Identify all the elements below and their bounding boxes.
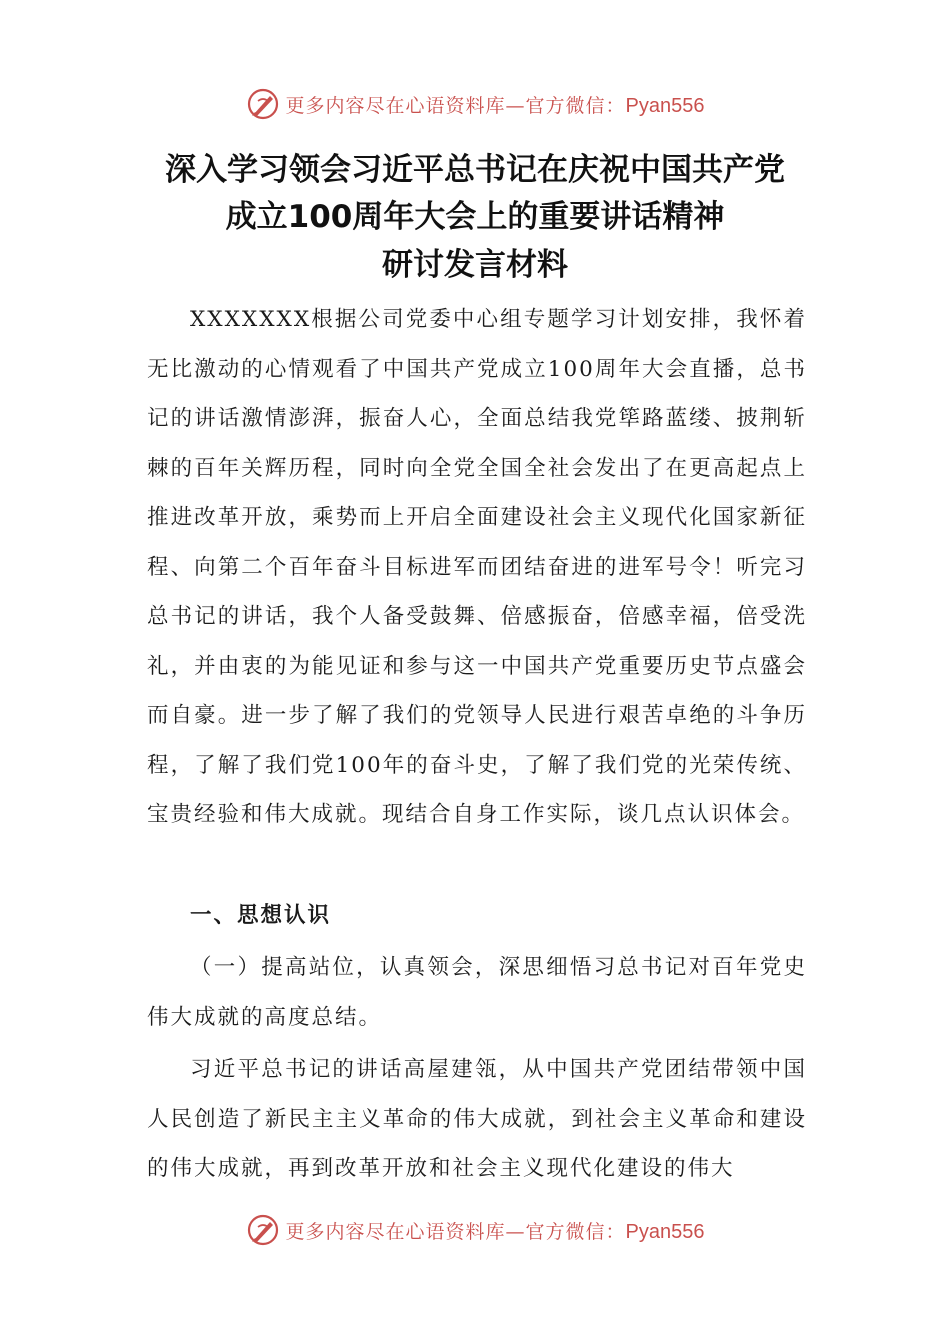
pen-logo-icon: [246, 1213, 280, 1247]
body-paragraph-achievements: 习近平总书记的讲话高屋建瓴，从中国共产党团结带领中国人民创造了新民主主义革命的伟大成就，到社会主义革命和建设的伟大成就，再到改革开放和社会主义现代化建设的伟大: [147, 1057, 807, 1181]
footer-watermark: [0, 1210, 950, 1250]
subsection-heading: （一）提高站位，认真领会，深思细悟习总书记对百年党史伟大成就的高度总结。: [147, 955, 807, 1030]
document-title-line-3: 研讨发言材料: [382, 247, 568, 283]
watermark-text: 更多内容尽在心语资料库—官方微信：Pyan556: [285, 94, 705, 117]
pen-logo-icon: [246, 87, 280, 121]
watermark-text: 更多内容尽在心语资料库—官方微信：Pyan556: [285, 1220, 705, 1243]
document-title-line-1: 深入学习领会习近平总书记在庆祝中国共产党: [165, 152, 785, 188]
header-watermark: [0, 84, 950, 124]
document-title-line-2: 成立100周年大会上的重要讲话精神: [225, 199, 725, 235]
body-paragraph-intro: XXXXXXX根据公司党委中心组专题学习计划安排，我怀着无比激动的心情观看了中国共产党成立100周年大会直播，总书记的讲话激情澎湃，振奋人心，全面总结我党筚路蓝缕、披荆斩棘的百年关辉历程，同时向全党全国全社会发出了在更高起点上推进改革开放，乘势而上开启全面建设社会主义现代化国家新征程、向第二个百年奋斗目标进军而团结奋进的进军号令！听完习总书记的讲话，我个人备受鼓舞、倍感振奋，倍感幸福，倍受洗礼，并由衷的为能见证和参与这一中国共产党重要历史节点盛会而自豪。进一步了解了我们的党领导人民进行艰苦卓绝的斗争历程，了解了我们党100年的奋斗史，了解了我们党的光荣传统、宝贵经验和伟大成就。现结合自身工作实际，谈几点认识体会。: [147, 307, 807, 827]
section-heading: 一、思想认识: [190, 903, 332, 928]
